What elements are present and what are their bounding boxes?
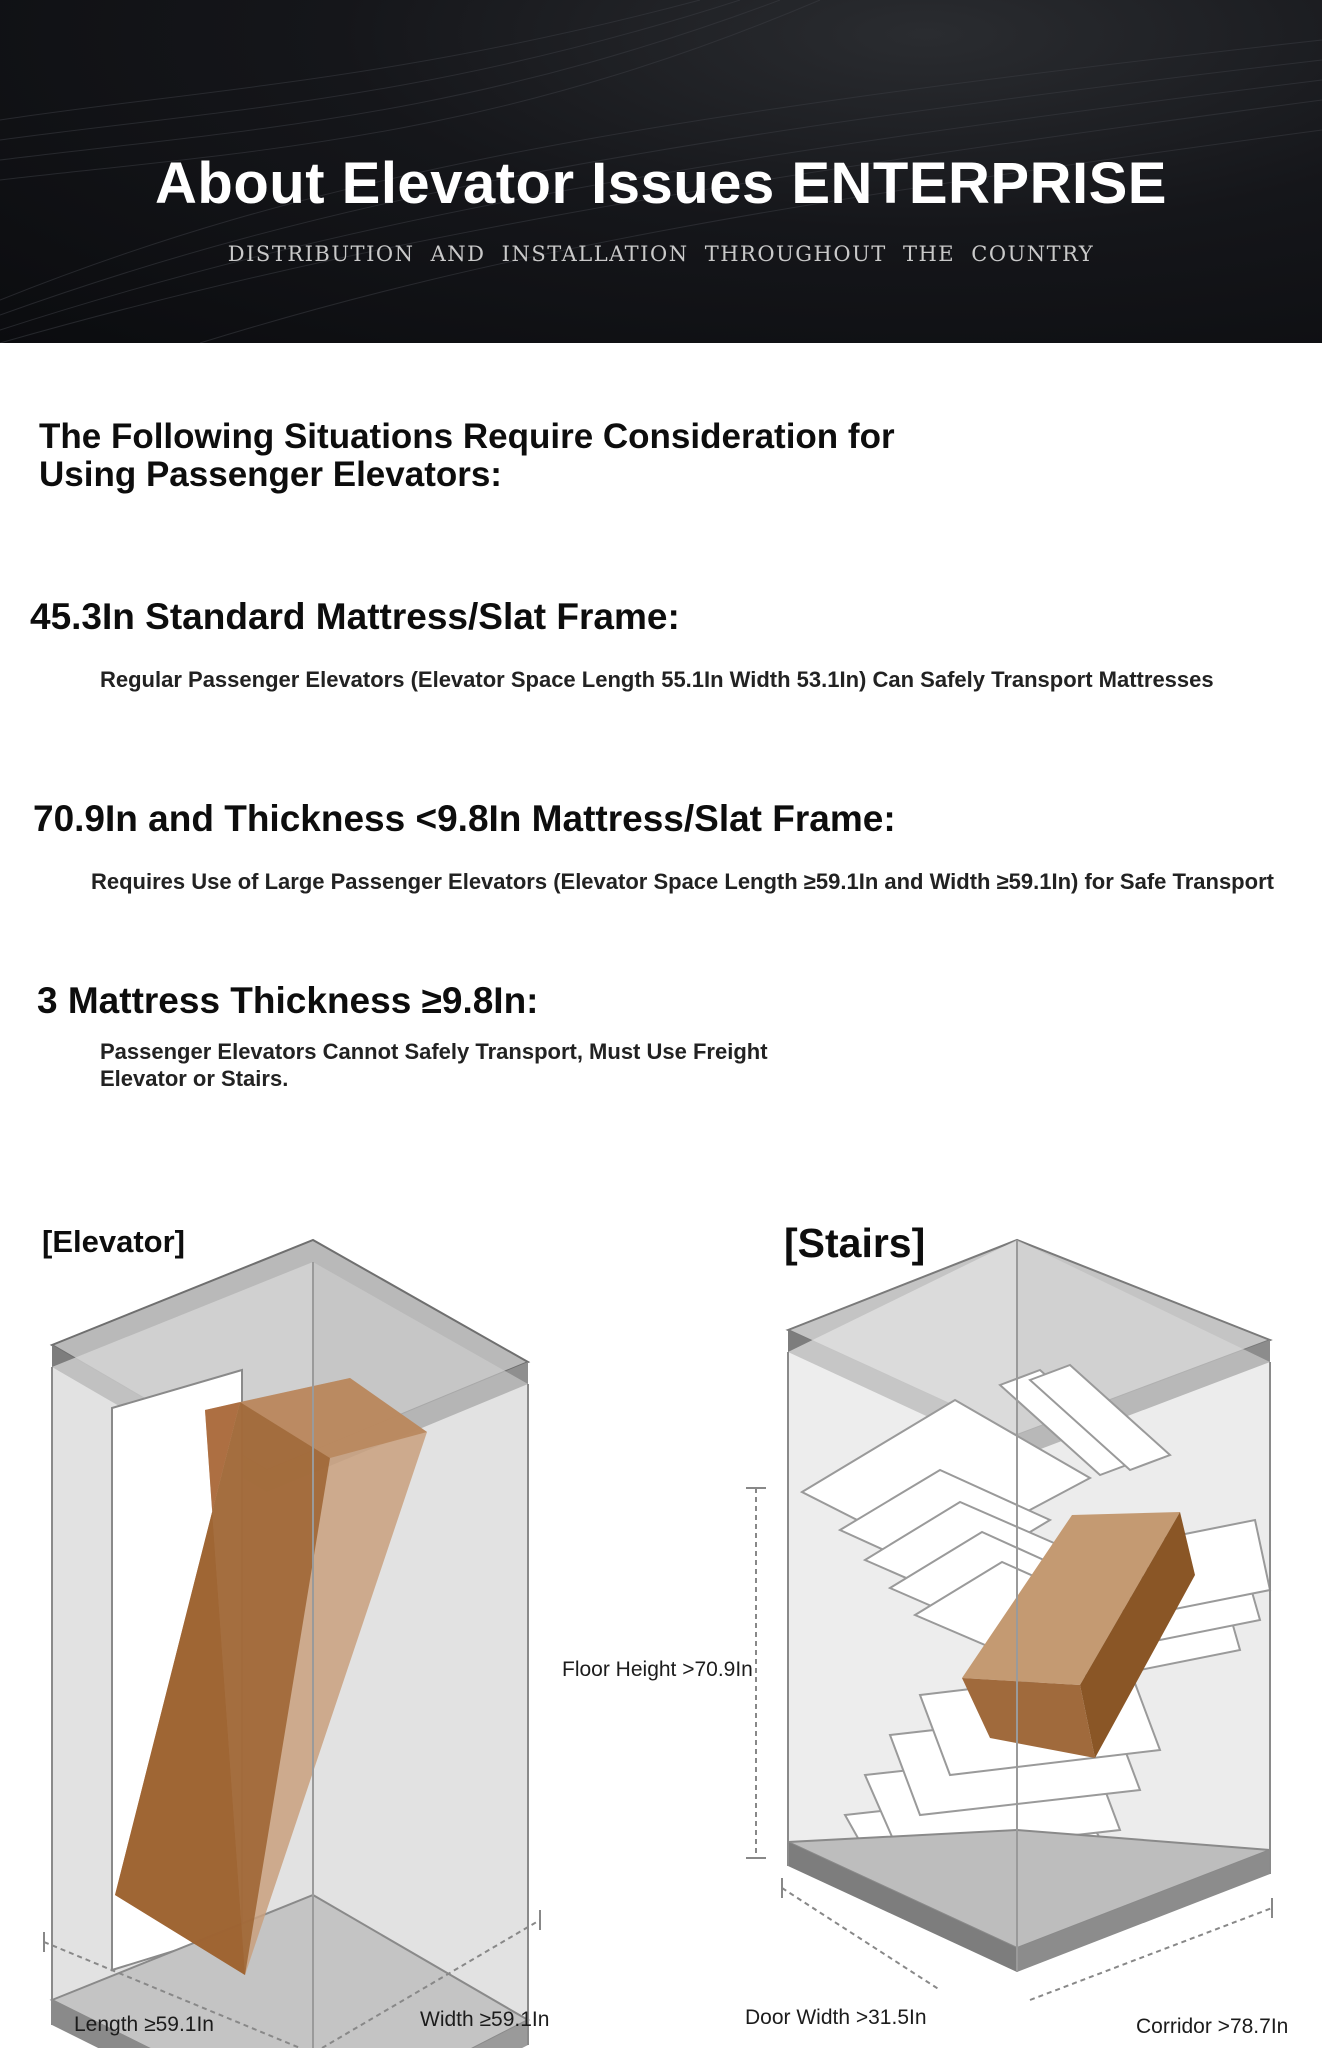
section-1-body: Regular Passenger Elevators (Elevator Space Length 55.1In Width 53.1In) Can Safely Transport Mattresses [100, 667, 1214, 692]
hero-title: About Elevator Issues ENTERPRISE [155, 151, 1167, 216]
intro-heading-line2: Using Passenger Elevators: [39, 455, 502, 494]
elevator-illustration [0, 1230, 660, 2048]
stairs-illustration [700, 1230, 1322, 2048]
hero-banner [0, 0, 1322, 343]
corridor-label: Corridor >78.7In [1136, 2015, 1289, 2038]
floor-height-label: Floor Height >70.9In [562, 1658, 753, 1681]
elevator-length-label: Length ≥59.1In [74, 2013, 214, 2036]
section-3-body [100, 1038, 768, 1092]
intro-heading [39, 418, 939, 494]
section-1-title: 45.3In Standard Mattress/Slat Frame: [30, 596, 680, 637]
section-2-body: Requires Use of Large Passenger Elevators (Elevator Space Length ≥59.1In and Width ≥59.1In) for Safe Transport [91, 869, 1274, 894]
section-3-body-line2: Elevator or Stairs. [100, 1066, 289, 1091]
door-width-label: Door Width >31.5In [745, 2006, 927, 2029]
stairs-figure-label: [Stairs] [784, 1220, 926, 1266]
hero-subtitle: DISTRIBUTION AND INSTALLATION THROUGHOUT THE COUNTRY [227, 242, 1095, 266]
elevator-width-label: Width ≥59.1In [420, 2008, 550, 2031]
section-3-title: 3 Mattress Thickness ≥9.8In: [37, 980, 539, 1021]
elevator-figure-label: [Elevator] [42, 1224, 185, 1259]
intro-heading-line1: The Following Situations Require Consideration for [39, 417, 895, 456]
section-3-body-line1: Passenger Elevators Cannot Safely Transport, Must Use Freight [100, 1039, 768, 1064]
section-2-title: 70.9In and Thickness <9.8In Mattress/Slat Frame: [33, 798, 896, 839]
